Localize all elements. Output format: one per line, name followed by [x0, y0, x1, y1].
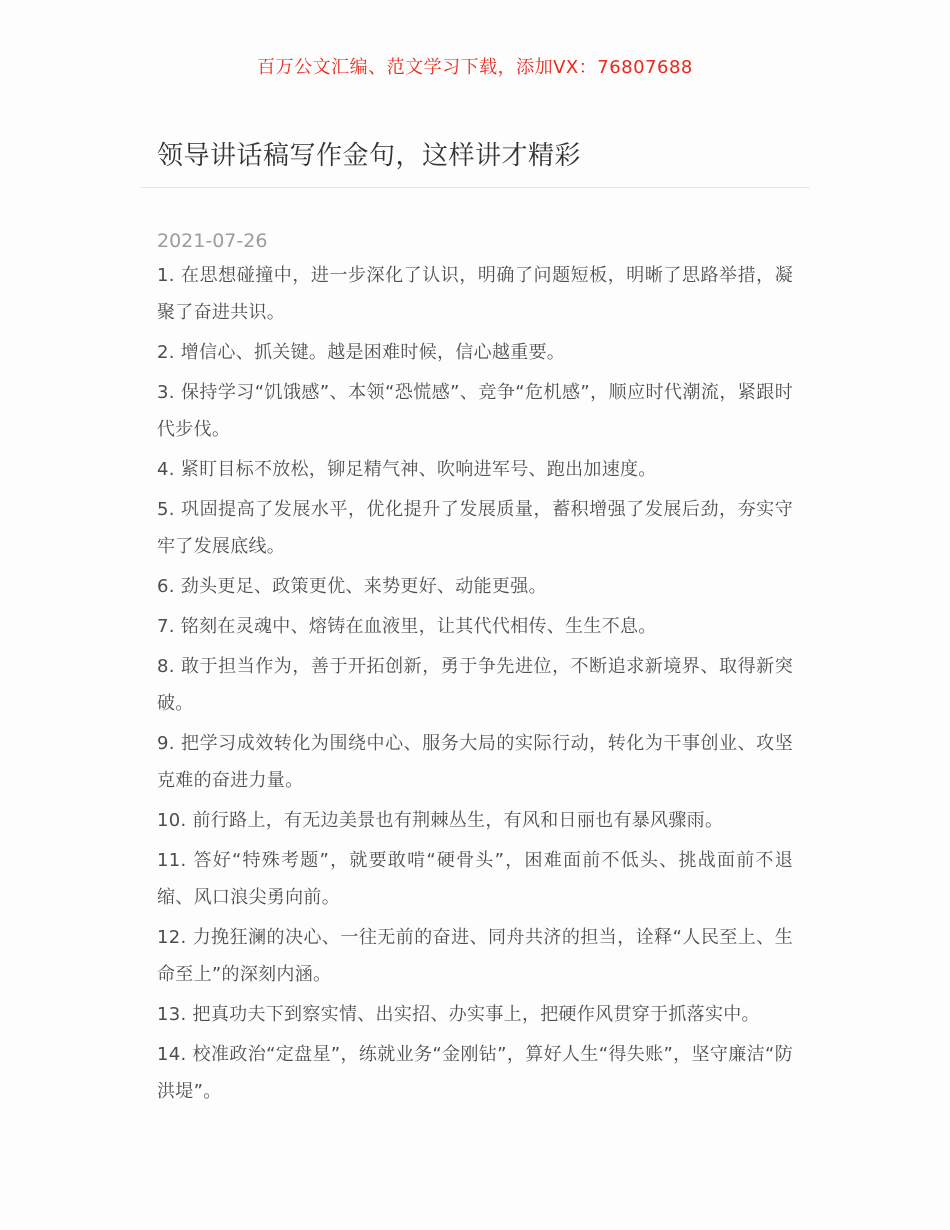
article-container — [140, 138, 810, 1110]
list-item: 13. 把真功夫下到察实情、出实招、办实事上，把硬作风贯穿于抓落实中。 — [157, 1004, 760, 1025]
list-item: 1. 在思想碰撞中，进一步深化了认识，明确了问题短板，明晰了思路举措，凝聚了奋进共识。 — [157, 265, 793, 323]
list-item: 9. 把学习成效转化为围绕中心、服务大局的实际行动，转化为干事创业、攻坚克难的奋进力量。 — [157, 733, 793, 791]
list-item: 7. 铭刻在灵魂中、熔铸在血液里，让其代代相传、生生不息。 — [157, 616, 657, 637]
list-item: 12. 力挽狂澜的决心、一往无前的奋进、同舟共济的担当，诠释“人民至上、生命至上”的深刻内涵。 — [157, 927, 793, 985]
article-body — [140, 254, 810, 1110]
list-item: 6. 劲头更足、政策更优、来势更好、动能更强。 — [157, 576, 547, 597]
page-title: 领导讲话稿写作金句，这样讲才精彩 — [140, 138, 810, 188]
list-item: 14. 校准政治“定盘星”，练就业务“金刚钻”，算好人生“得失账”，坚守廉洁“防洪堤”。 — [157, 1044, 793, 1102]
list-item: 4. 紧盯目标不放松，铆足精气神、吹响进军号、跑出加速度。 — [157, 459, 657, 480]
promo-banner: 百万公文汇编、范文学习下载，添加VX：76807688 — [257, 57, 693, 78]
list-item: 5. 巩固提高了发展水平，优化提升了发展质量，蓄积增强了发展后劲，夯实守牢了发展底线。 — [157, 499, 793, 557]
list-item: 8. 敢于担当作为，善于开拓创新，勇于争先进位，不断追求新境界、取得新突破。 — [157, 656, 793, 714]
publish-date: 2021-07-26 — [157, 230, 268, 252]
list-item: 10. 前行路上，有无边美景也有荆棘丛生，有风和日丽也有暴风骤雨。 — [157, 810, 724, 831]
list-item: 11. 答好“特殊考题”，就要敢啃“硬骨头”，困难面前不低头、挑战面前不退缩、风口浪尖勇向前。 — [157, 850, 793, 908]
list-item: 3. 保持学习“饥饿感”、本领“恐慌感”、竞争“危机感”，顺应时代潮流，紧跟时代步伐。 — [157, 382, 793, 440]
list-item: 2. 增信心、抓关键。越是困难时候，信心越重要。 — [157, 342, 566, 363]
